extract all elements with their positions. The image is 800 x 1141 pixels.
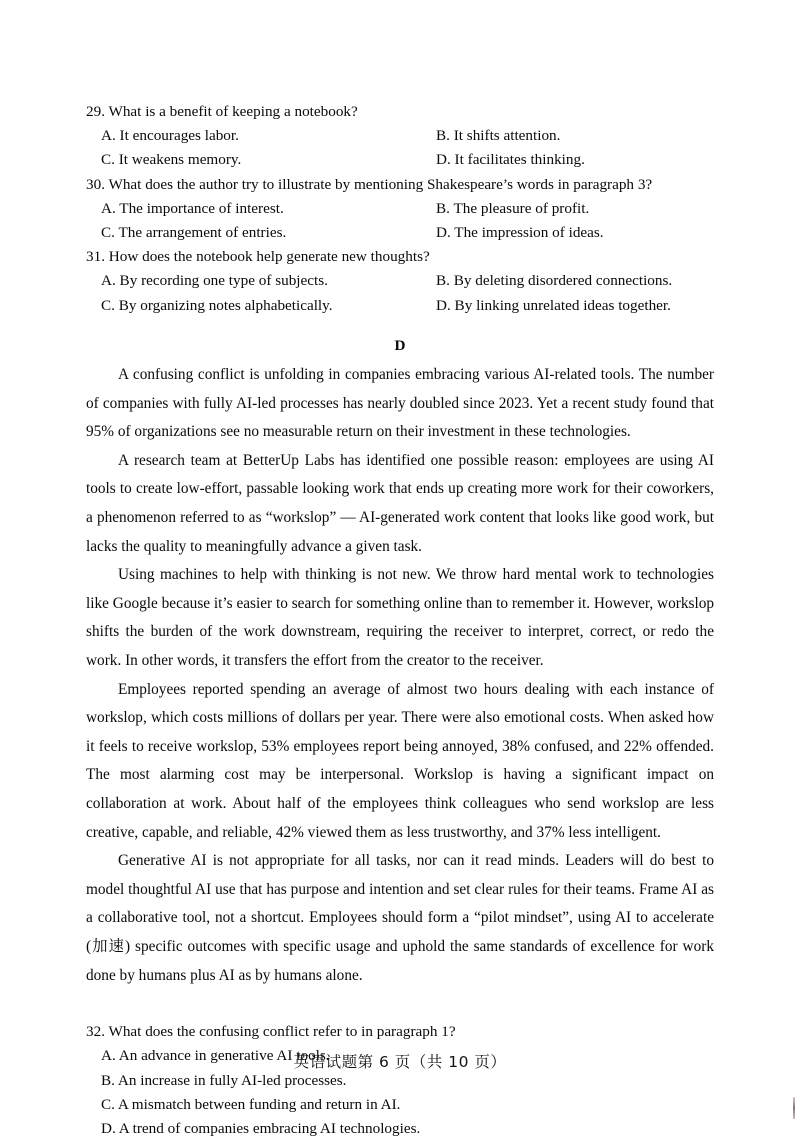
option-32-b[interactable]: B. An increase in fully AI-led processes.	[101, 1071, 347, 1089]
scan-edge-artifact	[793, 1097, 795, 1119]
question-block-31	[86, 245, 714, 318]
page-content	[86, 100, 714, 1141]
question-stem-31: 31. How does the notebook help generate new thoughts?	[86, 248, 430, 266]
reading-passage-d	[86, 334, 714, 990]
question-stem-30: 30. What does the author try to illustrate by mentioning Shakespeare’s words in paragraph 3?	[86, 175, 653, 193]
option-32-d[interactable]: D. A trend of companies embracing AI technologies.	[101, 1119, 421, 1137]
option-30-d[interactable]: D. The impression of ideas.	[436, 224, 604, 242]
page-footer: 英语试题第 6 页（共 10 页）	[293, 1053, 507, 1071]
question-block-32	[86, 1020, 714, 1141]
option-row-31-ab	[86, 269, 714, 293]
option-row-29-cd	[86, 148, 714, 172]
question-stem-29: 29. What is a benefit of keeping a notebook?	[86, 103, 358, 120]
option-29-d[interactable]: D. It facilitates thinking.	[436, 151, 585, 169]
option-29-c[interactable]: C. It weakens memory.	[101, 151, 242, 169]
option-29-a[interactable]: A. It encourages labor.	[101, 127, 239, 145]
passage-paragraph-2: A research team at BetterUp Labs has identified one possible reason: employees are using AI tools to create low-effort, passable looking work that ends up creating more work for their coworkers, a phenomenon referred to as “workslop” — AI-generated work content that looks like good work, but lacks the quality to meaningfully advance a given task.	[86, 451, 714, 555]
passage-paragraph-5: Generative AI is not appropriate for all tasks, nor can it read minds. Leaders will do best to model thoughtful AI use that has purpose and intention and set clear rules for their teams. Frame AI as a collaborative tool, not a shortcut. Employees should form a “pilot mindset”, using AI to accelerate (加速) specific outcomes with specific usage and uphold the same standards of excellence for work done by humans plus AI as by humans alone.	[86, 852, 714, 984]
option-31-b[interactable]: B. By deleting disordered connections.	[436, 272, 673, 290]
spacer	[86, 990, 714, 1020]
passage-paragraph-3: Using machines to help with thinking is not new. We throw hard mental work to technologies like Google because it’s easier to search for something online than to remember it. However, workslop shifts the burden of the work downstream, requiring the receiver to interpret, correct, or redo the work. In other words, it transfers the effort from the creator to the receiver.	[86, 566, 714, 669]
question-block-30	[86, 173, 714, 246]
option-row-31-cd	[86, 294, 714, 318]
option-31-a[interactable]: A. By recording one type of subjects.	[101, 272, 328, 290]
question-stem-32: 32. What does the confusing conflict refer to in paragraph 1?	[86, 1023, 456, 1041]
passage-title: D	[394, 336, 406, 354]
option-31-d[interactable]: D. By linking unrelated ideas together.	[436, 296, 671, 314]
option-row-29-ab	[86, 124, 714, 148]
option-30-a[interactable]: A. The importance of interest.	[101, 199, 284, 217]
option-32-a[interactable]: A. An advance in generative AI tools.	[101, 1047, 330, 1065]
option-row-30-cd	[86, 221, 714, 245]
option-32-c[interactable]: C. A mismatch between funding and return in AI.	[101, 1095, 401, 1113]
question-block-29	[86, 100, 714, 173]
option-30-c[interactable]: C. The arrangement of entries.	[101, 224, 287, 242]
option-29-b[interactable]: B. It shifts attention.	[436, 127, 561, 145]
option-31-c[interactable]: C. By organizing notes alphabetically.	[101, 296, 333, 314]
passage-paragraph-1: A confusing conflict is unfolding in companies embracing various AI-related tools. The number of companies with fully AI-led processes has nearly doubled since 2023. Yet a recent study found that 95% of organizations see no measurable return on their investment in these technologies.	[86, 366, 714, 441]
option-row-30-ab	[86, 197, 714, 221]
passage-paragraph-4: Employees reported spending an average of almost two hours dealing with each instance of workslop, which costs millions of dollars per year. There were also emotional costs. When asked how it feels to receive workslop, 53% employees report being annoyed, 38% confused, and 22% offended. The most alarming cost may be interpersonal. Workslop is having a significant impact on collaboration at work. About half of the employees think colleagues who send workslop are less creative, capable, and reliable, 42% viewed them as less trustworthy, and 37% less intelligent.	[86, 680, 714, 841]
option-30-b[interactable]: B. The pleasure of profit.	[436, 199, 590, 217]
